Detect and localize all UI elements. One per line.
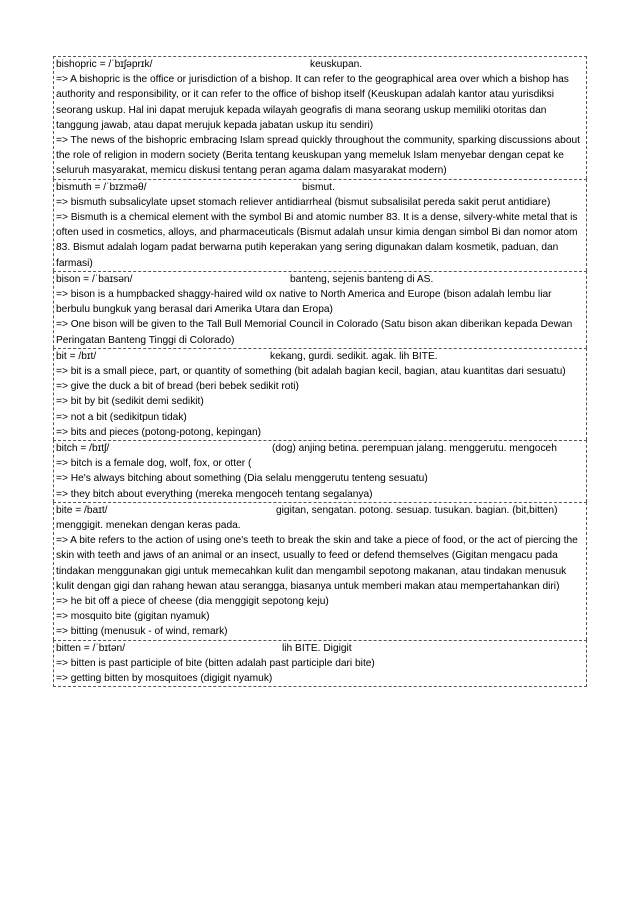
entry-header <box>56 441 584 456</box>
entry-line: => mosquito bite (gigitan nyamuk) <box>56 611 210 623</box>
entry-line: => bitten is past participle of bite (bitten adalah past participle dari bite) <box>56 657 375 669</box>
entry-line: => bismuth subsalicylate upset stomach reliever antidiarrheal (bismut subsalisilat pereda sakit perut antidiare) <box>56 196 551 208</box>
entry-line: menggigit. menekan dengan keras pada. <box>56 520 241 531</box>
gloss: lih BITE. Digigit <box>282 642 352 654</box>
gloss: gigitan, sengatan. potong. sesuap. tusukan. bagian. (bit,bitten) <box>276 504 558 516</box>
gloss: banteng, sejenis banteng di AS. <box>290 273 434 285</box>
entry-bison <box>53 271 587 348</box>
headword: bismuth = /ˈbɪzməθ/ <box>56 181 147 193</box>
entry-header <box>56 180 584 195</box>
gloss: bismut. <box>302 181 335 193</box>
headword: bison = /ˈbaɪsən/ <box>56 273 133 285</box>
entry-line: => Bismuth is a chemical element with the symbol Bi and atomic number 83. It is a dense, silvery-white metal that is often used in cosmetics, alloys, and pharmaceuticals (Bismut adalah unsur kimia dengan simbol Bi dan nomor atom 83. Bismut adalah logam padat berwarna putih keperakan yang sering digunakan dalam kosmetik, paduan, dan farmasi) <box>56 212 578 269</box>
entry-line: => not a bit (sedikitpun tidak) <box>56 411 187 423</box>
headword: bit = /bɪt/ <box>56 350 97 362</box>
entry-header <box>56 272 584 287</box>
entry-line: => He's always bitching about something (Dia selalu menggerutu tenteng sesuatu) <box>56 473 428 485</box>
gloss: (dog) anjing betina. perempuan jalang. menggerutu. mengoceh <box>272 443 557 455</box>
headword: bitten = /ˈbɪtən/ <box>56 642 126 654</box>
entry-line: => A bite refers to the action of using one's teeth to break the skin and take a piece of food, or the act of piercing the skin with teeth and jaws of an animal or an insect, usually to feed or defend themselves (Gigitan mengacu pada tindakan menggunakan gigi untuk memecahkan kulit dan mengambil sepotong makanan, atau tindakan menusuk kulit dengan gigi dan rahang hewan atau serangga, biasanya untuk memberi makan atau mempertahankan diri) <box>56 535 578 592</box>
entry-bite <box>53 502 587 640</box>
entry-bitten <box>53 640 587 688</box>
entry-line: => bitting (menusuk - of wind, remark) <box>56 626 228 638</box>
entry-line: => bit is a small piece, part, or quantity of something (bit adalah bagian kecil, bagian, atau kuantitas dari sesuatu) <box>56 366 566 377</box>
headword: bitch = /bɪtʃ/ <box>56 443 110 455</box>
headword: bishopric = /ˈbɪʃəprɪk/ <box>56 59 153 70</box>
entry-line: => bits and pieces (potong-potong, kepingan) <box>56 426 262 438</box>
entry-line: => A bishopric is the office or jurisdiction of a bishop. It can refer to the geographical area over which a bishop has authority and responsibility, or it can refer to the office of bishop itself (Keuskupan adalah kantor atau yurisdiksi seorang uskup. Hal ini dapat merujuk kepada wilayah geografis di mana seorang uskup memiliki otoritas dan tanggung jawab, atau dapat merujuk kepada jabatan uskup itu sendiri) <box>56 74 569 131</box>
entry-line: => they bitch about everything (mereka mengoceh tentang segalanya) <box>56 488 373 500</box>
entry-line: => bison is a humpbacked shaggy-haired wild ox native to North America and Europe (bison adalah lembu liar berbulu bungkuk yang berasal dari Amerika Utara dan Eropa) <box>56 289 552 316</box>
entry-line: => One bison will be given to the Tall Bull Memorial Council in Colorado (Satu bison akan diberikan kepada Dewan Peringatan Banteng Tinggi di Colorado) <box>56 319 573 346</box>
gloss: keuskupan. <box>310 59 363 70</box>
entry-bismuth <box>53 179 587 271</box>
entry-header <box>56 57 584 72</box>
dictionary-sheet <box>53 56 587 687</box>
entry-line: => bitch is a female dog, wolf, fox, or otter ( <box>56 458 252 470</box>
entry-bitch <box>53 440 587 502</box>
entry-line: => bit by bit (sedikit demi sedikit) <box>56 396 204 408</box>
entry-line: => he bit off a piece of cheese (dia menggigit sepotong keju) <box>56 596 329 608</box>
entry-line: => The news of the bishopric embracing Islam spread quickly throughout the community, sparking discussions about the role of religion in modern society (Berita tentang keuskupan yang memeluk Islam menyebar dengan cepat ke seluruh masyarakat, memicu diskusi tentang peran agama dalam masyarakat modern) <box>56 135 580 177</box>
entry-line: => give the duck a bit of bread (beri bebek sedikit roti) <box>56 381 299 393</box>
entry-header <box>56 503 584 518</box>
gloss: kekang, gurdi. sedikit. agak. lih BITE. <box>270 350 438 362</box>
entry-bit <box>53 348 587 440</box>
entry-line: => getting bitten by mosquitoes (digigit nyamuk) <box>56 673 273 685</box>
entry-header <box>56 641 584 656</box>
headword: bite = /baɪt/ <box>56 504 108 516</box>
entry-header <box>56 349 584 364</box>
entry-bishopric <box>53 56 587 179</box>
